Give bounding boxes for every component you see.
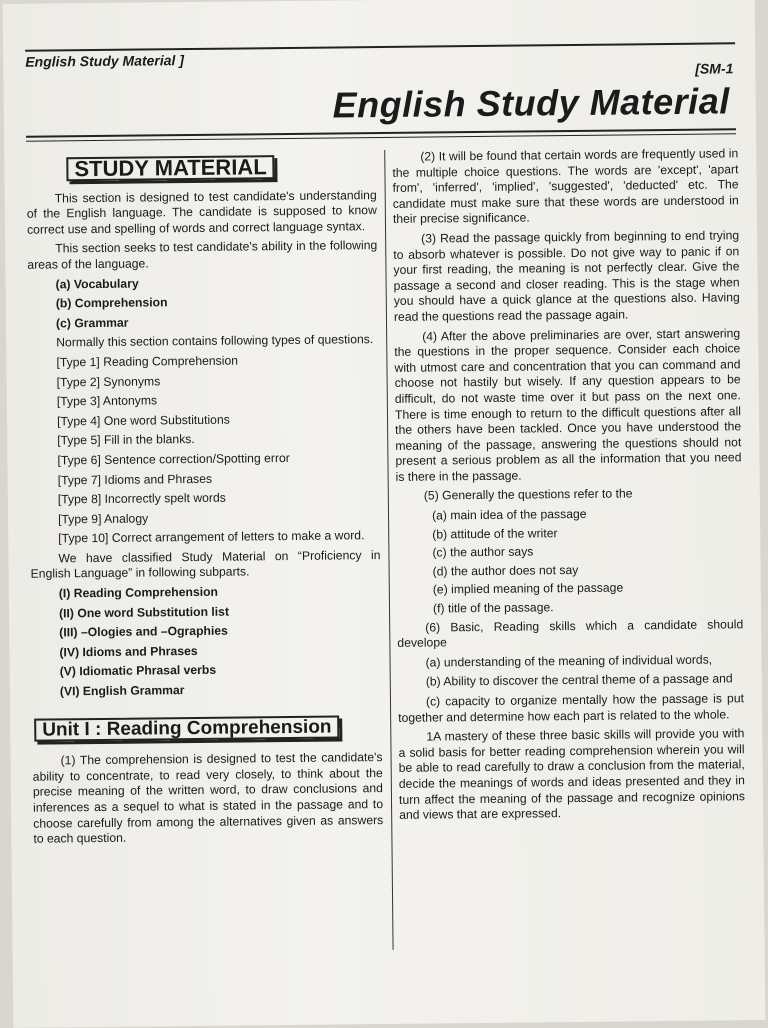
type-item: [Type 6] Sentence correction/Spotting error	[57, 450, 290, 468]
unit-title-box: Unit I : Reading Comprehension	[34, 715, 339, 742]
question-ref-item: (d) the author does not say	[432, 562, 579, 579]
types-intro: Normally this section contains following types of questions.	[56, 332, 374, 350]
areas-intro: This section seeks to test candidate's ability in the following areas of the language.	[27, 238, 378, 272]
document-page	[3, 0, 766, 1028]
type-item: [Type 5] Fill in the blanks.	[57, 432, 195, 448]
study-material-box-title: STUDY MATERIAL	[66, 155, 275, 181]
paragraph-3: (3) Read the passage quickly from beginning to end trying to absorb whatever is possible. Do not give way to panic if on your first reading, the meaning is not perfectly clear. Give the passage a second and closer reading. This is the stage when you should have a quick glance at the questions also. Having read the questions read the passage again.	[393, 228, 740, 324]
question-ref-item: (e) implied meaning of the passage	[432, 580, 624, 597]
header-top-rule	[25, 42, 735, 51]
left-column	[26, 150, 383, 851]
area-item: (b) Comprehension	[55, 295, 168, 311]
right-column	[392, 146, 745, 827]
subpart-item: (VI) English Grammar	[59, 683, 185, 699]
running-header-left: English Study Material ]	[25, 52, 185, 70]
type-item: [Type 3] Antonyms	[56, 393, 158, 409]
type-item: [Type 10] Correct arrangement of letters to make a word.	[58, 528, 365, 546]
paragraph-4: (4) After the above preliminaries are over, start answering the questions in the proper sequence. Consider each choice with utmost care and concentration that you can command and choose not hastily but wisely. If any question appears to be difficult, do not waste time over it but pass on the next one. There is time enough to return to the difficult questions after all the others have been tackled. Once you have understood the meaning of the passage, answering the questions should not present a serious problem as all the information that you need is there in the passage.	[394, 325, 742, 484]
paragraph-7: 1A mastery of these three basic skills will provide you with a solid basis for better reading comprehension wherein you will be able to read carefully to draw a conclusion from the material, decide the meanings of words and ideas presented and they in turn affect the meaning of the passage and recognize opinions and views that are expressed.	[398, 726, 746, 823]
subpart-item: (IV) Idioms and Phrases	[59, 643, 198, 660]
classified-intro: We have classified Study Material on “Proficiency in English Language” in following subparts.	[30, 547, 381, 582]
question-ref-item: (b) attitude of the writer	[432, 525, 558, 542]
question-ref-item: (f) title of the passage.	[432, 600, 554, 616]
subpart-item: (I) Reading Comprehension	[58, 584, 219, 601]
page-title: English Study Material	[332, 80, 730, 126]
paragraph-2: (2) It will be found that certain words are frequently used in the multiple choice questions. The words are 'except', 'apart from', 'inferred', 'implied', 'suggested', 'deducted' etc. The candidate must make sure that these words are understood in their precise significance.	[392, 146, 739, 227]
paragraph-6: (6) Basic, Reading skills which a candidate should develope	[397, 616, 744, 651]
type-item: [Type 2] Synonyms	[56, 373, 161, 389]
skill-a: (a) understanding of the meaning of individual words,	[425, 652, 713, 670]
paragraph-5: (5) Generally the questions refer to the	[423, 486, 633, 504]
subpart-item: (V) Idiomatic Phrasal verbs	[59, 663, 217, 679]
skill-c: (c) capacity to organize mentally how the passage is put together and determine how each part is related to the whole.	[398, 691, 745, 725]
type-item: [Type 8] Incorrectly spelt words	[57, 490, 226, 507]
column-divider	[384, 150, 393, 950]
area-item: (a) Vocabulary	[55, 276, 139, 291]
area-item: (c) Grammar	[55, 315, 129, 331]
running-header-right: [SM-1	[695, 60, 734, 77]
subpart-item: (III) –Ologies and –Ographies	[59, 623, 228, 640]
comprehension-paragraph-1: (1) The comprehension is designed to test the candidate's ability to concentrate, to read very closely, to think about the precise meaning of the written word, to draw conclusions and inferences as a sequel to what is stated in the passage and to choose carefully from among the alternatives given as answers to each question.	[32, 750, 384, 846]
type-item: [Type 4] One word Substitutions	[56, 412, 230, 429]
type-item: [Type 9] Analogy	[57, 511, 149, 527]
intro-paragraph: This section is designed to test candidate's understanding of the English language. The candidate is supposed to know correct use and spelling of words and correct language syntax.	[26, 187, 377, 237]
question-ref-item: (a) main idea of the passage	[431, 506, 587, 523]
type-item: [Type 1] Reading Comprehension	[56, 353, 239, 370]
type-item: [Type 7] Idioms and Phrases	[57, 471, 213, 487]
question-ref-item: (c) the author says	[432, 544, 534, 560]
subpart-item: (II) One word Substitution list	[58, 604, 230, 621]
skill-b: (b) Ability to discover the central theme of a passage and	[425, 671, 733, 689]
